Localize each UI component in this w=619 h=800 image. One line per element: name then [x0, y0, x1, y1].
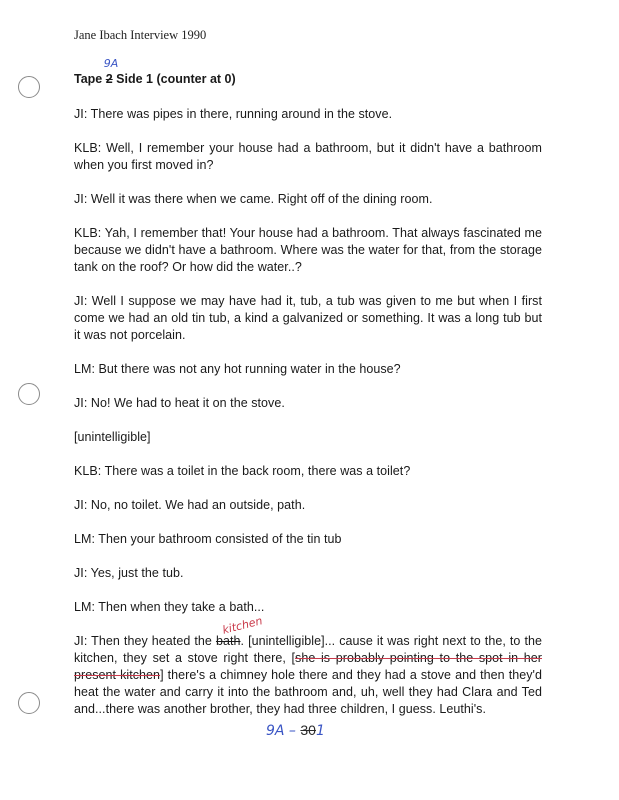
- paragraph-4: KLB: Yah, I remember that! Your house had a bathroom. That always fascinated me because we didn't have a bathroom. Where was the water for that, from the storage tank on the roof? Or how did the water..?: [74, 226, 542, 274]
- struck-phrase: she is probably pointing to the spot in her present kitchen: [74, 651, 542, 682]
- paragraph-3: JI: Well it was there when we came. Right off of the dining room.: [74, 192, 433, 206]
- tape-prefix: Tape: [74, 72, 103, 86]
- paragraph-11: LM: Then your bathroom consisted of the tin tub: [74, 532, 342, 546]
- page-number: [266, 722, 325, 739]
- page-number-new: 1: [315, 723, 325, 739]
- paragraph-12: JI: Yes, just the tub.: [74, 566, 184, 580]
- paragraph-6: LM: But there was not any hot running water in the house?: [74, 362, 401, 376]
- document-header: Jane Ibach Interview 1990: [74, 28, 207, 42]
- paragraph-14-middle: . [unintelligible]... cause it was right next to the, to the kitchen, they set a stove right there, [: [74, 634, 543, 665]
- handwritten-insert: kitchen: [221, 614, 264, 637]
- paragraph-13: LM: Then when they take a bath...: [74, 600, 265, 614]
- paragraph-14: [74, 614, 543, 718]
- paragraph-2: KLB: Well, I remember your house had a bathroom, but it didn't have a bathroom when you first moved in?: [74, 141, 542, 172]
- binder-hole-bottom: [18, 692, 40, 714]
- struck-word: bath: [215, 634, 241, 648]
- paragraph-1: JI: There was pipes in there, running around in the stove.: [74, 107, 393, 121]
- tape-number: [103, 57, 119, 86]
- paragraph-7: JI: No! We had to heat it on the stove.: [74, 396, 285, 410]
- tape-number-handwritten: 9A: [103, 57, 119, 70]
- paragraph-8: [unintelligible]: [74, 430, 151, 444]
- tape-label: [74, 57, 236, 86]
- paragraph-9: KLB: There was a toilet in the back room, there was a toilet?: [74, 464, 411, 478]
- page-number-prefix: 9A –: [266, 723, 301, 739]
- paragraph-14-end: ] there's a chimney hole there and they had a stove and then they'd heat the water and carry it into the bathroom and, uh, well they had Clara and Ted and...there was another brother, they had three children, I guess. Leuthi's.: [74, 668, 542, 716]
- tape-number-typed: 2: [105, 72, 113, 86]
- paragraph-14-start: JI: Then they heated the: [74, 634, 216, 648]
- paragraph-5: JI: Well I suppose we may have had it, tub, a tub was given to me but when I first come we had an old tin tub, a kind a galvanized or something. It was a long tub but it was not porcelain.: [74, 294, 542, 342]
- struck-word-group: [215, 614, 264, 650]
- binder-hole-middle: [18, 383, 40, 405]
- page-number-typed: 30: [300, 722, 316, 738]
- binder-hole-top: [18, 76, 40, 98]
- tape-suffix: Side 1 (counter at 0): [116, 72, 236, 86]
- paragraph-10: JI: No, no toilet. We had an outside, path.: [74, 498, 306, 512]
